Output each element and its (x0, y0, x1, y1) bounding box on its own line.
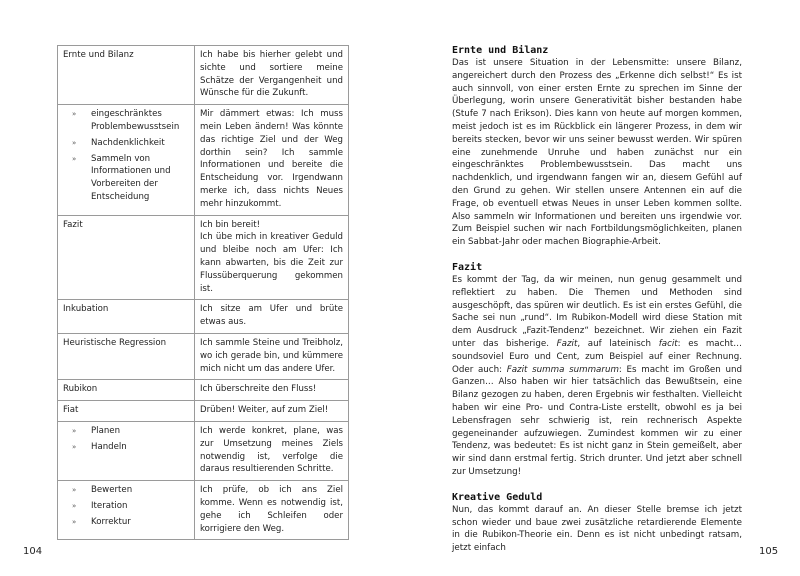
section-heading: Kreative Geduld (452, 491, 543, 503)
description-text: Ich übe mich in kreativer Geduld und bleibe noch am Ufer: Ich kann abwarten, bis die Zeit zur Flussüberquerung gekommen ist. (200, 232, 343, 294)
phase-cell (58, 401, 195, 422)
phase-label: Rubikon (63, 384, 98, 395)
description-cell: Ich überschreite den Fluss! (195, 380, 349, 401)
table-row (58, 481, 349, 540)
phase-label: Fazit (63, 219, 83, 230)
description-cell: Ich habe bis hierher gelebt und sichte und sortiere meine Schätze der Vergangenheit und Wünsche für die Zukunft. (195, 46, 349, 105)
description-cell: Ich sitze am Ufer und brüte etwas aus. (195, 300, 349, 334)
section-paragraph: Es kommt der Tag, da wir meinen, nun genug gesammelt und reflektiert zu haben. Die Themen und Methoden sind ausgeschöpft, das spüren wir deutlich. Es ist ein erstes Gefühl, die Sache sei nun „rund“. Im Rubikon-Modell wird diese Station mit dem Ausdruck „Fazit-Tendenz“ bezeichnet. Wir ziehen ein Fazit unter das bisherige. Fazit, auf lateinisch facit: es macht… soundsoviel Euro und Cent, zum Beispiel auf einer Rechnung. Oder auch: Fazit summa summarum: Es macht im Großen und Ganzen… Also haben wir hier tatsächlich das Bewußtsein, eine Bilanz gezogen zu haben, deren Ergebnis wir festhalten. Vielleicht haben wir eine Pro- und Contra-Liste erstellt, obwohl es ja bei Lebensfragen sehr schwierig ist, rein rechnerisch Aspekte gegeneinander aufzuwiegen. Zumindest kommen wir zu einer Tendenz, was bedeutet: Es ist nicht ganz in Stein gemeißelt, aber wir sind dann erstmal fertig. Strich drunter. Und jetzt aber schnell zur Umsetzung! (452, 274, 742, 477)
page-number: 105 (759, 546, 779, 557)
rubikon-phase-table (57, 45, 349, 540)
list-item: » Iteration (72, 500, 128, 511)
description-cell: Drüben! Weiter, auf zum Ziel! (195, 401, 349, 422)
bullet-icon: » (72, 501, 77, 510)
phase-cell (58, 333, 195, 379)
bullet-icon: » (72, 110, 77, 119)
phase-cell (58, 46, 195, 105)
phase-label: Inkubation (63, 304, 109, 315)
phase-label: Heuristische Regression (63, 337, 167, 348)
bullet-icon: » (72, 486, 77, 495)
list-item: » Planen (72, 425, 121, 436)
description-first-line: Ich bin bereit! (200, 219, 261, 230)
list-item: » Nachdenklichkeit (72, 137, 165, 148)
bullet-icon: » (72, 442, 77, 451)
phase-cell (58, 380, 195, 401)
bullet-icon: » (72, 154, 77, 163)
description-cell (195, 215, 349, 300)
section-paragraph: Nun, das kommt darauf an. An dieser Stelle bremse ich jetzt schon wieder und baue zwei zusätzliche retardierende Elemente in die Rubikon-Theorie ein. Denn es ist nicht unbedingt ratsam, jetzt einfach (452, 504, 742, 554)
table-row (58, 401, 349, 422)
phase-cell (58, 421, 195, 480)
table-row (58, 46, 349, 105)
list-item: » eingeschränktes Problembewusstsein (72, 109, 180, 132)
page-number: 104 (23, 546, 43, 557)
list-item: » Handeln (72, 441, 127, 452)
table-row (58, 105, 349, 215)
italic-term: Fazit summa summarum (506, 364, 619, 375)
phase-cell (58, 105, 195, 215)
section-heading: Ernte und Bilanz (452, 45, 549, 56)
phase-label: Ernte und Bilanz (63, 50, 134, 60)
italic-term: Fazit (556, 338, 578, 349)
section-heading: Fazit (452, 261, 483, 273)
phase-item-list (63, 484, 189, 528)
description-cell: Ich werde konkret, plane, was zur Umsetzung meines Ziels notwendig ist, verfolge die daraus resultierenden Schritte. (195, 421, 349, 480)
bullet-icon: » (72, 426, 77, 435)
table-row (58, 215, 349, 300)
right-page (400, 0, 800, 576)
phase-item-list (63, 425, 189, 454)
article-body (452, 44, 742, 567)
italic-term: facit (658, 338, 678, 349)
phase-cell (58, 300, 195, 334)
list-item: » Sammeln von Informationen und Vorbereiten der Entscheidung (72, 153, 171, 202)
phase-cell (58, 481, 195, 540)
bullet-icon: » (72, 517, 77, 526)
description-cell: Ich sammle Steine und Treibholz, wo ich gerade bin, und kümmere mich nicht um das andere Ufer. (195, 333, 349, 379)
list-item: » Korrektur (72, 516, 131, 527)
description-cell: Ich prüfe, ob ich ans Ziel komme. Wenn es notwendig ist, gehe ich Schleifen oder korrigiere den Weg. (195, 481, 349, 540)
table-row (58, 421, 349, 480)
bullet-icon: » (72, 138, 77, 147)
phase-label: Fiat (63, 405, 79, 416)
section-paragraph: Das ist unsere Situation in der Lebensmitte: unsere Bilanz, angereichert durch den Prozess des „Erkenne dich selbst!“ Es ist auch sinnvoll, von einer ersten Ernte zu sprechen im Sinne der Überlegung, worin unsere Generativität bisher bestanden habe (Stufe 7 nach Erikson). Dies kann von heute auf morgen kommen, meist jedoch ist es im Rückblick ein längerer Prozess, in dem wir bereits stecken, bevor wir uns seiner bewusst werden. Wir spüren eine zunehmende Unruhe und haben zunächst nur ein eingeschränktes Problembewusstsein. Das macht uns nachdenklich, und irgendwann fangen wir an, diesem Gefühl auf den Grund zu gehen. Wir stellen unsere Antennen ein auf die Frage, ob eventuell etwas Neues in unser Leben kommen sollte. Also sammeln wir Informationen und bereiten uns irgendwie vor. Zum Beispiel suchen wir nach Fortbildungsmöglichkeiten, planen ein Sabbat-Jahr oder machen Biographie-Arbeit. (452, 58, 742, 248)
table-row (58, 380, 349, 401)
table-row (58, 333, 349, 379)
description-cell: Mir dämmert etwas: Ich muss mein Leben ändern! Was könnte das richtige Ziel und der Weg dorthin sein? Ich sammle Informationen und bereite die Entscheidung vor. Irgendwann merke ich, dass nichts Neues mehr hinzukommt. (195, 105, 349, 215)
table-row (58, 300, 349, 334)
phase-cell (58, 215, 195, 300)
list-item: » Bewerten (72, 485, 133, 496)
phase-item-list (63, 108, 189, 204)
